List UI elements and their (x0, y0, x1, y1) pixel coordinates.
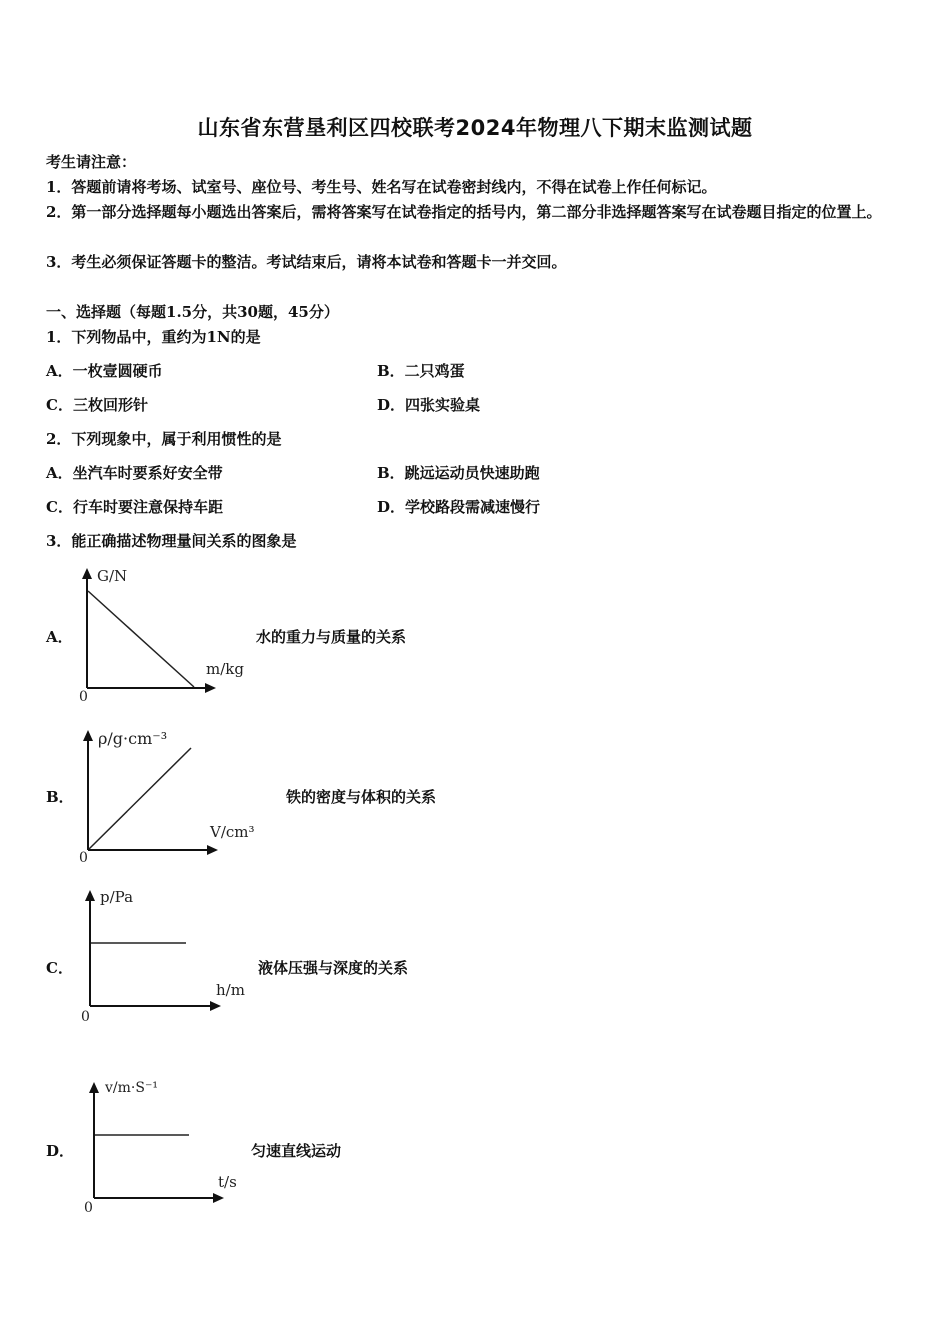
x-axis-label: h/m (216, 981, 245, 999)
y-axis-arrow (83, 730, 93, 741)
q3-option-d-letter: D． (46, 1142, 75, 1160)
notice-item-2: 2．第一部分选择题每小题选出答案后，需将答案写在试卷指定的括号内，第二部分非选择题答案写在试卷题目指定的位置上。 (46, 203, 882, 221)
y-axis-label: v/m·S⁻¹ (105, 1080, 158, 1096)
question-3-stem: 3．能正确描述物理量间关系的图象是 (46, 532, 297, 550)
question-1-stem: 1．下列物品中，重约为1N的是 (46, 328, 261, 346)
q2-option-d: D．学校路段需减速慢行 (377, 498, 541, 516)
q3-option-b-letter: B． (46, 788, 74, 806)
y-axis-arrow (82, 568, 92, 579)
graph-line (88, 591, 194, 687)
notice-heading: 考生请注意： (46, 153, 137, 171)
q3-option-a-letter: A． (46, 628, 73, 646)
x-axis-arrow (213, 1193, 224, 1203)
q3-graph-c (70, 880, 260, 1030)
origin-label: 0 (79, 689, 88, 705)
q3-option-d-caption: 匀速直线运动 (251, 1142, 342, 1160)
notice-item-3: 3．考生必须保证答题卡的整洁。考试结束后，请将本试卷和答题卡一并交回。 (46, 253, 567, 271)
x-axis-label: m/kg (206, 660, 244, 678)
origin-label: 0 (79, 850, 88, 866)
q3-graph-a (70, 560, 260, 710)
q3-graph-b (70, 720, 270, 870)
x-axis-label: V/cm³ (210, 823, 255, 841)
q1-option-a: A．一枚壹圆硬币 (46, 362, 163, 380)
q3-option-a-caption: 水的重力与质量的关系 (256, 628, 407, 646)
q2-option-b: B．跳远运动员快速助跑 (377, 464, 540, 482)
notice-item-1: 1．答题前请将考场、试室号、座位号、考生号、姓名写在试卷密封线内，不得在试卷上作任何标记。 (46, 178, 717, 196)
graph-line (89, 748, 191, 849)
question-2-stem: 2．下列现象中，属于利用惯性的是 (46, 430, 282, 448)
section-heading: 一、选择题（每题1.5分，共30题，45分） (46, 303, 339, 321)
q3-option-b-caption: 铁的密度与体积的关系 (286, 788, 437, 806)
y-axis-arrow (85, 890, 95, 901)
q2-option-c: C．行车时要注意保持车距 (46, 498, 223, 516)
q1-option-d: D．四张实验桌 (377, 396, 481, 414)
q2-option-a: A．坐汽车时要系好安全带 (46, 464, 223, 482)
origin-label: 0 (81, 1009, 90, 1025)
x-axis-arrow (207, 845, 218, 855)
y-axis-label: G/N (97, 567, 128, 585)
q3-option-c-caption: 液体压强与深度的关系 (258, 959, 409, 977)
x-axis-arrow (205, 683, 216, 693)
x-axis-label: t/s (218, 1173, 237, 1191)
page-title: 山东省东营垦利区四校联考2024年物理八下期末监测试题 (197, 116, 753, 140)
q1-option-c: C．三枚回形针 (46, 396, 148, 414)
q1-option-b: B．二只鸡蛋 (377, 362, 465, 380)
q3-option-c-letter: C． (46, 959, 73, 977)
origin-label: 0 (84, 1200, 93, 1216)
y-axis-label: ρ/g·cm⁻³ (98, 729, 168, 748)
y-axis-label: p/Pa (100, 888, 134, 906)
y-axis-arrow (89, 1082, 99, 1093)
q3-graph-d (70, 1070, 260, 1220)
x-axis-arrow (210, 1001, 221, 1011)
